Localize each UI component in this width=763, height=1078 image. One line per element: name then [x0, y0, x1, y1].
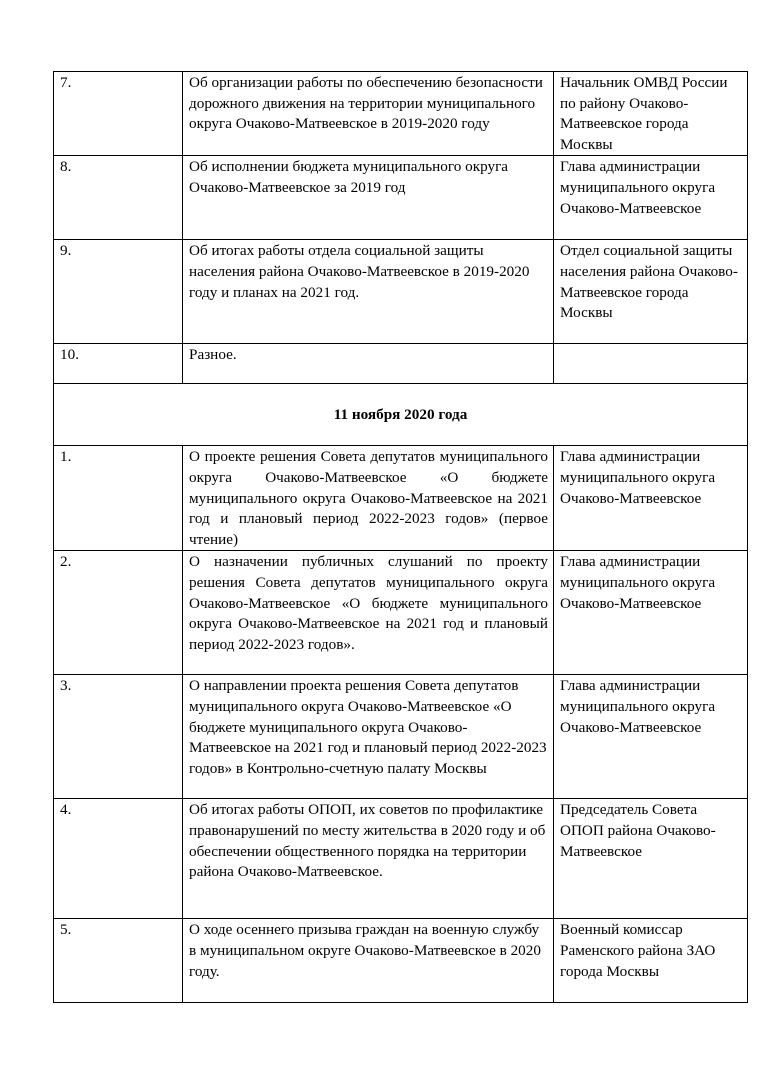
item-text: Об исполнении бюджета муниципального округа Очаково-Матвеевское за 2019 год — [183, 156, 554, 240]
table-row — [54, 344, 748, 384]
table-row — [54, 446, 748, 551]
item-responsible: Отдел социальной защиты населения района Очаково-Матвеевское города Москвы — [554, 240, 748, 344]
item-number: 4. — [54, 799, 183, 919]
item-responsible: Глава администрации муниципального округа Очаково-Матвеевское — [554, 675, 748, 799]
agenda-table — [53, 71, 748, 1003]
item-text: Разное. — [183, 344, 554, 384]
item-number: 3. — [54, 675, 183, 799]
item-text: О назначении публичных слушаний по проекту решения Совета депутатов муниципального округа Очаково-Матвеевское «О бюджете муниципального округа Очаково-Матвеевское на 2021 год и плановый период 2022-2023 годов». — [183, 551, 554, 675]
item-text: Об организации работы по обеспечению безопасности дорожного движения на территории муниципального округа Очаково-Матвеевское в 2019-2020 году — [183, 72, 554, 156]
item-number: 7. — [54, 72, 183, 156]
item-responsible: Глава администрации муниципального округа Очаково-Матвеевское — [554, 156, 748, 240]
section-heading: 11 ноября 2020 года — [54, 384, 748, 446]
item-text: О направлении проекта решения Совета депутатов муниципального округа Очаково-Матвеевское «О бюджете муниципального округа Очаково-Матвеевское на 2021 год и плановый период 2022-2023 годов» в Контрольно-счетную палату Москвы — [183, 675, 554, 799]
table-row — [54, 551, 748, 675]
item-responsible — [554, 344, 748, 384]
table-row — [54, 919, 748, 1003]
item-number: 9. — [54, 240, 183, 344]
item-text: О ходе осеннего призыва граждан на военную службу в муниципальном округе Очаково-Матвеевское в 2020 году. — [183, 919, 554, 1003]
item-text: Об итогах работы ОПОП, их советов по профилактике правонарушений по месту жительства в 2020 году и об обеспечении общественного порядка на территории района Очаково-Матвеевское. — [183, 799, 554, 919]
item-responsible: Глава администрации муниципального округа Очаково-Матвеевское — [554, 446, 748, 551]
item-responsible: Начальник ОМВД России по району Очаково-Матвеевское города Москвы — [554, 72, 748, 156]
table-row — [54, 799, 748, 919]
table-row — [54, 675, 748, 799]
table-row — [54, 72, 748, 156]
item-text: Об итогах работы отдела социальной защиты населения района Очаково-Матвеевское в 2019-2020 году и планах на 2021 год. — [183, 240, 554, 344]
item-number: 5. — [54, 919, 183, 1003]
item-number: 8. — [54, 156, 183, 240]
item-number: 1. — [54, 446, 183, 551]
item-text: О проекте решения Совета депутатов муниципального округа Очаково-Матвеевское «О бюджете муниципального округа Очаково-Матвеевское на 2021 год и плановый период 2022-2023 годов» (первое чтение) — [183, 446, 554, 551]
item-responsible: Глава администрации муниципального округа Очаково-Матвеевское — [554, 551, 748, 675]
item-number: 10. — [54, 344, 183, 384]
table-row — [54, 156, 748, 240]
date-section-row — [54, 384, 748, 446]
table-row — [54, 240, 748, 344]
item-responsible: Председатель Совета ОПОП района Очаково-Матвеевское — [554, 799, 748, 919]
item-number: 2. — [54, 551, 183, 675]
item-responsible: Военный комиссар Раменского района ЗАО города Москвы — [554, 919, 748, 1003]
